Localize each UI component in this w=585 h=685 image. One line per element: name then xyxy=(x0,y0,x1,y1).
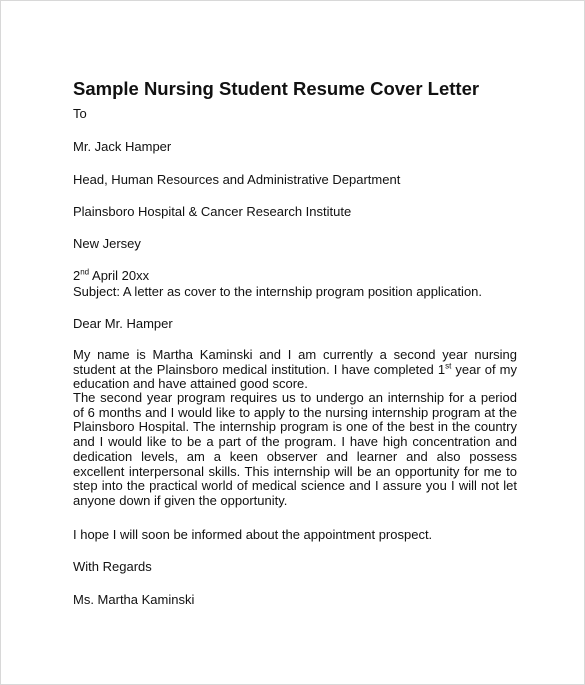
letter-date xyxy=(73,268,149,283)
closing-hope-line: I hope I will soon be informed about the appointment prospect. xyxy=(73,527,433,542)
recipient-name: Mr. Jack Hamper xyxy=(73,139,172,154)
body1-ordinal-suffix: st xyxy=(445,361,452,371)
recipient-location: New Jersey xyxy=(73,236,141,251)
to-label: To xyxy=(73,106,87,121)
document-title: Sample Nursing Student Resume Cover Letter xyxy=(73,78,480,99)
date-month-year: April 20xx xyxy=(89,268,150,283)
date-suffix: nd xyxy=(80,267,90,277)
salutation: Dear Mr. Hamper xyxy=(73,316,173,331)
body-paragraph-1 xyxy=(73,348,517,392)
closing-regards: With Regards xyxy=(73,559,152,574)
body-paragraph-2: The second year program requires us to undergo an internship for a period of 6 months and I would like to apply to the nursing internship program at the Plainsboro Hospital. The internship program is one of the best in the country and I would like to be a part of the program. I have high concentration and dedication levels, am a keen observer and learner and also possess excellent interpersonal skills. This internship will be an opportunity for me to step into the practical world of medical science and I assure you I will not let anyone down if given the opportunity. xyxy=(73,390,517,508)
date-day: 2 xyxy=(73,268,81,283)
recipient-position: Head, Human Resources and Administrative Department xyxy=(73,172,401,187)
recipient-organization: Plainsboro Hospital & Cancer Research Institute xyxy=(73,204,352,219)
body1-text-end: year of my education and have attained good score. xyxy=(73,361,518,392)
signature-name: Ms. Martha Kaminski xyxy=(73,592,195,607)
subject-line: Subject: A letter as cover to the internship program position application. xyxy=(73,284,483,299)
body1-text-start: My name is Martha Kaminski and I am currently a second year nursing student at the Plainsboro medical institution. I have completed 1 xyxy=(73,347,517,377)
